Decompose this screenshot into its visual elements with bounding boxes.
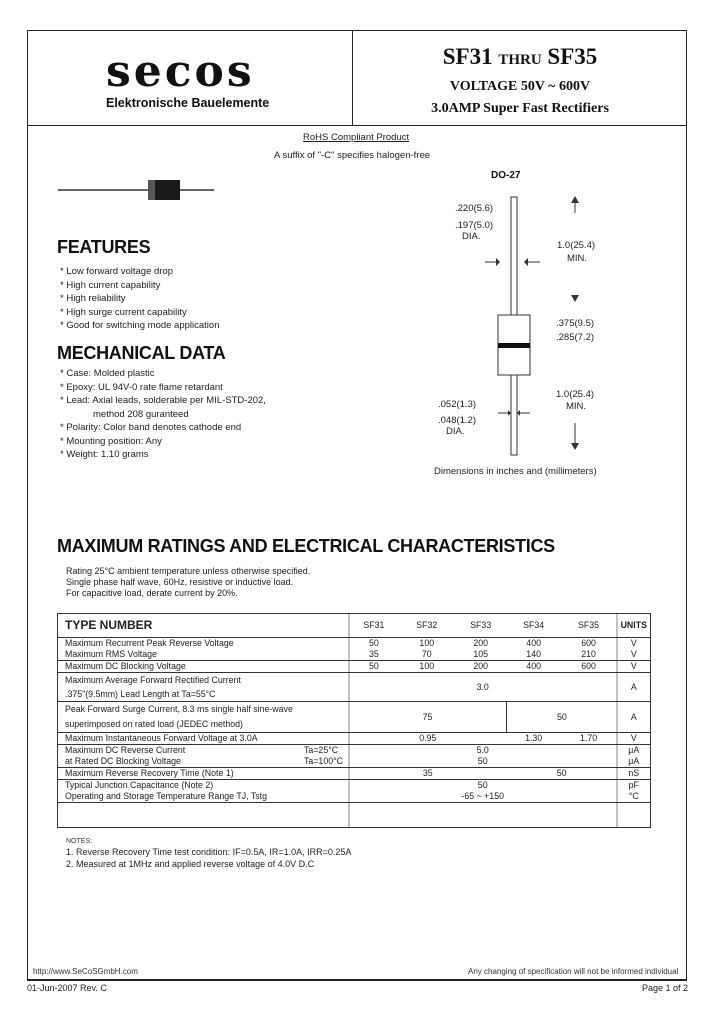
row-label: Typical Junction Capacitance (Note 2) (65, 780, 214, 790)
feature-item: * High current capability (60, 279, 161, 291)
dim-arrow (571, 196, 579, 203)
cell: 50 (507, 702, 617, 733)
cell: -65 ~ +150 (349, 791, 617, 803)
package-cathode-band (498, 343, 530, 348)
unit-cell: °C (617, 791, 651, 803)
row-label-line: .375"(9.5mm) Lead Length at Ta=55°C (65, 689, 216, 699)
footer-url[interactable]: http://www.SeCoSGmbH.com (33, 967, 138, 976)
row-label: Maximum Recurrent Peak Reverse Voltage (65, 638, 234, 648)
unit-cell: pF (628, 780, 639, 790)
unit-cell: V (617, 649, 651, 661)
part-header: SF31 (349, 613, 399, 638)
part-header: SF35 (561, 613, 617, 638)
notes-title: NOTES: (66, 838, 93, 845)
cell: 3.0 (349, 673, 617, 702)
page-frame (27, 30, 687, 980)
condition-line: Single phase half wave, 60Hz, resistive or inductive load. (66, 577, 294, 587)
dim-arrow (524, 258, 528, 266)
feature-item: * Good for switching mode application (60, 320, 220, 331)
condition: Ta=100°C (304, 756, 343, 766)
cell: 140 (507, 649, 561, 661)
note-item: 1. Reverse Recovery Time test condition: IF=0.5A, IR=1.0A, IRR=0.25A (66, 847, 352, 857)
footer-date-rev: 01-Jun-2007 Rev. C (27, 983, 107, 993)
cell: 70 (399, 649, 455, 661)
mechanical-list (60, 367, 266, 462)
cell: 35 (349, 768, 507, 780)
dim-lead-len-top-min: MIN. (567, 253, 588, 264)
dim-arrow (571, 443, 579, 450)
cell: 600 (561, 661, 617, 673)
cell: 50 (349, 661, 399, 673)
mechanical-item: * Mounting position: Any (60, 435, 162, 447)
cell: 5.0 (476, 745, 489, 755)
note-item: 2. Measured at 1MHz and applied reverse voltage of 4.0V D.C (66, 859, 315, 869)
mechanical-item: * Weight: 1.10 grams (60, 449, 149, 460)
cell: 105 (455, 649, 507, 661)
ratings-conditions (66, 566, 310, 599)
rohs-title: RoHS Compliant Product (303, 132, 410, 143)
row-label: Maximum Instantaneous Forward Voltage at 3.0A (57, 733, 349, 745)
dim-dia-label: DIA. (462, 231, 481, 242)
unit-cell: A (617, 702, 651, 733)
cell: 1.70 (561, 733, 617, 745)
unit-cell: μA (628, 745, 640, 755)
cell: 1.30 (507, 733, 561, 745)
part-from: SF31 (442, 44, 493, 69)
units-header: UNITS (617, 613, 651, 638)
package-bottom-lead (511, 375, 517, 455)
dim-body-min: .285(7.2) (556, 332, 595, 343)
ratings-title: MAXIMUM RATINGS AND ELECTRICAL CHARACTERISTICS (57, 536, 555, 556)
cell: 200 (455, 661, 507, 673)
dim-lead-len-bot-min: MIN. (566, 401, 587, 412)
mechanical-title: MECHANICAL DATA (57, 343, 226, 363)
cell: 100 (399, 661, 455, 673)
dim-lead-dia-max: .052(1.3) (438, 399, 477, 410)
dim-lead-len-top: 1.0(25.4) (557, 240, 596, 251)
dim-lead-dia-min: .048(1.2) (438, 415, 477, 426)
company-logo: secos (106, 46, 255, 97)
rohs-note: A suffix of "-C" specifies halogen-free (274, 150, 431, 161)
dim-dia-max: .220(5.6) (455, 203, 494, 214)
voltage-range: VOLTAGE 50V ~ 600V (449, 79, 591, 94)
row-label-line: Maximum Average Forward Rectified Current (65, 675, 241, 685)
cell: 400 (507, 661, 561, 673)
dim-lead-dia-label: DIA. (446, 426, 465, 437)
header-divider (27, 125, 687, 126)
dim-dia-min: .197(5.0) (455, 220, 494, 231)
cell: 50 (368, 638, 379, 648)
notes-list (66, 846, 351, 870)
cell: 200 (473, 638, 489, 648)
cell: 50 (477, 780, 488, 790)
cell: 0.95 (349, 733, 507, 745)
package-name: DO-27 (491, 170, 521, 181)
footer-page: Page 1 of 2 (642, 983, 689, 993)
condition-line: For capacitive load, derate current by 20%. (66, 588, 238, 598)
feature-item: * High reliability (60, 293, 126, 304)
company-subtitle: Elektronische Bauelemente (106, 96, 270, 110)
dim-arrow (571, 295, 579, 302)
dim-arrow (496, 258, 500, 266)
unit-cell: nS (617, 768, 651, 780)
table-grid (57, 613, 653, 829)
dim-body-max: .375(9.5) (556, 318, 595, 329)
dimensions-note: Dimensions in inches and (millimeters) (434, 466, 597, 477)
unit-cell: μA (617, 756, 651, 768)
condition-line: Rating 25°C ambient temperature unless otherwise specified. (66, 566, 311, 576)
mechanical-item: * Polarity: Color band denotes cathode end (60, 422, 242, 433)
condition: Ta=25°C (304, 745, 339, 755)
thru-label: THRU (498, 52, 542, 68)
footer-disclaimer: Any changing of specification will not be informed individual (468, 967, 679, 976)
unit-cell: V (617, 661, 651, 673)
feature-item: * Low forward voltage drop (60, 266, 174, 277)
part-header: SF33 (455, 613, 507, 638)
mechanical-item: * Case: Molded plastic (60, 368, 155, 379)
part-header: SF32 (399, 613, 455, 638)
cell: 100 (419, 638, 435, 648)
cell: 75 (349, 702, 507, 733)
type-number-header: TYPE NUMBER (57, 613, 349, 638)
cell: 35 (349, 649, 399, 661)
cell: 50 (349, 756, 617, 768)
mechanical-item: * Epoxy: UL 94V-0 rate flame retardant (60, 381, 223, 393)
diode-illustration (56, 178, 216, 202)
features-title: FEATURES (57, 237, 151, 257)
row-label-line: at Rated DC Blocking Voltage (65, 756, 181, 766)
diode-cathode-band (148, 180, 155, 200)
footer-divider (27, 980, 687, 981)
features-list (60, 265, 219, 333)
cell: 600 (581, 638, 596, 648)
part-header: SF34 (507, 613, 561, 638)
row-label-line: superimposed on rated load (JEDEC method) (65, 719, 243, 729)
dim-lead-len-bot: 1.0(25.4) (556, 389, 595, 400)
cell: 400 (526, 638, 541, 648)
product-description: 3.0AMP Super Fast Rectifiers (431, 101, 609, 116)
mechanical-item: * Lead: Axial leads, solderable per MIL-STD-202, (60, 395, 266, 406)
cell: 50 (507, 768, 617, 780)
cell: 210 (561, 649, 617, 661)
row-label: Maximum RMS Voltage (57, 649, 349, 661)
row-label: Operating and Storage Temperature Range TJ, Tstg (57, 791, 349, 803)
row-label-line: Peak Forward Surge Current, 8.3 ms single half sine-wave (65, 704, 293, 714)
row-label-line: Maximum DC Reverse Current (65, 745, 186, 755)
mechanical-item: method 208 guranteed (93, 408, 189, 420)
part-to: SF35 (547, 44, 598, 69)
unit-cell: V (630, 638, 637, 648)
package-top-lead (511, 197, 517, 315)
row-label: Maximum DC Blocking Voltage (57, 661, 349, 673)
unit-cell: V (617, 733, 651, 745)
unit-cell: A (617, 673, 651, 702)
part-title (353, 44, 687, 70)
row-label: Maximum Reverse Recovery Time (Note 1) (57, 768, 349, 780)
feature-item: * High surge current capability (60, 306, 187, 318)
